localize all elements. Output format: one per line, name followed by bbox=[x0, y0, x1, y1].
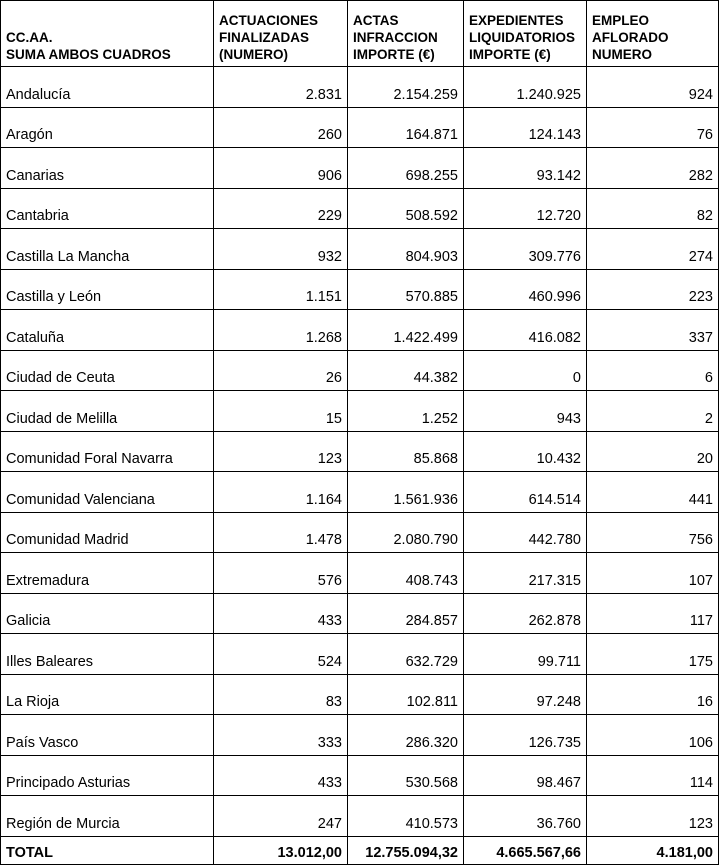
table-row bbox=[1, 391, 719, 432]
value-cell: 223 bbox=[587, 269, 719, 310]
column-header-line: EXPEDIENTES bbox=[469, 13, 564, 28]
region-cell: Comunidad Valenciana bbox=[1, 472, 214, 513]
value-cell: 416.082 bbox=[464, 310, 587, 351]
value-cell: 93.142 bbox=[464, 148, 587, 189]
value-cell: 943 bbox=[464, 391, 587, 432]
value-cell: 1.422.499 bbox=[348, 310, 464, 351]
table-body bbox=[1, 67, 719, 837]
region-cell: Comunidad Foral Navarra bbox=[1, 431, 214, 472]
table-row bbox=[1, 593, 719, 634]
table-row bbox=[1, 269, 719, 310]
column-header-line: NUMERO bbox=[592, 47, 652, 62]
column-header-line: ACTAS bbox=[353, 13, 399, 28]
value-cell: 284.857 bbox=[348, 593, 464, 634]
value-cell: 286.320 bbox=[348, 715, 464, 756]
value-cell: 98.467 bbox=[464, 755, 587, 796]
value-cell: 85.868 bbox=[348, 431, 464, 472]
region-cell: Extremadura bbox=[1, 553, 214, 594]
value-cell: 524 bbox=[214, 634, 348, 675]
value-cell: 282 bbox=[587, 148, 719, 189]
value-cell: 1.252 bbox=[348, 391, 464, 432]
value-cell: 932 bbox=[214, 229, 348, 270]
column-header-line: CC.AA. bbox=[6, 30, 53, 45]
region-cell: Comunidad Madrid bbox=[1, 512, 214, 553]
region-cell: Illes Baleares bbox=[1, 634, 214, 675]
value-cell: 114 bbox=[587, 755, 719, 796]
column-header-line: ACTUACIONES bbox=[219, 13, 319, 28]
value-cell: 576 bbox=[214, 553, 348, 594]
value-cell: 442.780 bbox=[464, 512, 587, 553]
region-cell: Galicia bbox=[1, 593, 214, 634]
value-cell: 217.315 bbox=[464, 553, 587, 594]
value-cell: 247 bbox=[214, 796, 348, 837]
region-cell: Región de Murcia bbox=[1, 796, 214, 837]
value-cell: 441 bbox=[587, 472, 719, 513]
column-header-line: INFRACCION bbox=[353, 30, 438, 45]
value-cell: 83 bbox=[214, 674, 348, 715]
value-cell: 260 bbox=[214, 107, 348, 148]
value-cell: 570.885 bbox=[348, 269, 464, 310]
region-cell: Andalucía bbox=[1, 67, 214, 108]
value-cell: 804.903 bbox=[348, 229, 464, 270]
table-row bbox=[1, 472, 719, 513]
value-cell: 408.743 bbox=[348, 553, 464, 594]
value-cell: 175 bbox=[587, 634, 719, 675]
table-row bbox=[1, 188, 719, 229]
value-cell: 1.151 bbox=[214, 269, 348, 310]
region-cell: Ciudad de Melilla bbox=[1, 391, 214, 432]
value-cell: 97.248 bbox=[464, 674, 587, 715]
total-value: 4.181,00 bbox=[587, 836, 719, 864]
value-cell: 756 bbox=[587, 512, 719, 553]
value-cell: 0 bbox=[464, 350, 587, 391]
value-cell: 12.720 bbox=[464, 188, 587, 229]
value-cell: 906 bbox=[214, 148, 348, 189]
value-cell: 333 bbox=[214, 715, 348, 756]
value-cell: 26 bbox=[214, 350, 348, 391]
table-row bbox=[1, 634, 719, 675]
total-value: 13.012,00 bbox=[214, 836, 348, 864]
column-header-line: IMPORTE (€) bbox=[469, 47, 551, 62]
value-cell: 36.760 bbox=[464, 796, 587, 837]
value-cell: 123 bbox=[587, 796, 719, 837]
value-cell: 2.154.259 bbox=[348, 67, 464, 108]
value-cell: 82 bbox=[587, 188, 719, 229]
total-row bbox=[1, 836, 719, 864]
region-cell: Castilla La Mancha bbox=[1, 229, 214, 270]
column-header-line: FINALIZADAS bbox=[219, 30, 309, 45]
value-cell: 102.811 bbox=[348, 674, 464, 715]
value-cell: 530.568 bbox=[348, 755, 464, 796]
value-cell: 106 bbox=[587, 715, 719, 756]
region-cell: Principado Asturias bbox=[1, 755, 214, 796]
region-cell: Canarias bbox=[1, 148, 214, 189]
column-header-line: EMPLEO bbox=[592, 13, 650, 28]
region-cell: Aragón bbox=[1, 107, 214, 148]
column-header bbox=[348, 1, 464, 67]
value-cell: 1.164 bbox=[214, 472, 348, 513]
value-cell: 508.592 bbox=[348, 188, 464, 229]
value-cell: 924 bbox=[587, 67, 719, 108]
value-cell: 309.776 bbox=[464, 229, 587, 270]
table-row bbox=[1, 755, 719, 796]
table-row bbox=[1, 512, 719, 553]
region-cell: Cataluña bbox=[1, 310, 214, 351]
region-cell: Cantabria bbox=[1, 188, 214, 229]
column-header-line: IMPORTE (€) bbox=[353, 47, 435, 62]
table-row bbox=[1, 148, 719, 189]
table-row bbox=[1, 229, 719, 270]
table-row bbox=[1, 796, 719, 837]
value-cell: 123 bbox=[214, 431, 348, 472]
table-row bbox=[1, 350, 719, 391]
value-cell: 2 bbox=[587, 391, 719, 432]
value-cell: 44.382 bbox=[348, 350, 464, 391]
value-cell: 2.080.790 bbox=[348, 512, 464, 553]
table-row bbox=[1, 107, 719, 148]
value-cell: 124.143 bbox=[464, 107, 587, 148]
value-cell: 433 bbox=[214, 755, 348, 796]
value-cell: 2.831 bbox=[214, 67, 348, 108]
value-cell: 229 bbox=[214, 188, 348, 229]
value-cell: 99.711 bbox=[464, 634, 587, 675]
region-cell: La Rioja bbox=[1, 674, 214, 715]
region-cell: Castilla y León bbox=[1, 269, 214, 310]
value-cell: 76 bbox=[587, 107, 719, 148]
value-cell: 698.255 bbox=[348, 148, 464, 189]
column-header-line: AFLORADO bbox=[592, 30, 669, 45]
value-cell: 20 bbox=[587, 431, 719, 472]
header-row bbox=[1, 1, 719, 67]
total-value: 12.755.094,32 bbox=[348, 836, 464, 864]
value-cell: 337 bbox=[587, 310, 719, 351]
value-cell: 126.735 bbox=[464, 715, 587, 756]
value-cell: 1.268 bbox=[214, 310, 348, 351]
column-header bbox=[214, 1, 348, 67]
table-row bbox=[1, 553, 719, 594]
value-cell: 1.240.925 bbox=[464, 67, 587, 108]
table-row bbox=[1, 67, 719, 108]
column-header bbox=[1, 1, 214, 67]
value-cell: 10.432 bbox=[464, 431, 587, 472]
value-cell: 107 bbox=[587, 553, 719, 594]
value-cell: 460.996 bbox=[464, 269, 587, 310]
table-row bbox=[1, 674, 719, 715]
value-cell: 164.871 bbox=[348, 107, 464, 148]
value-cell: 1.478 bbox=[214, 512, 348, 553]
value-cell: 614.514 bbox=[464, 472, 587, 513]
value-cell: 274 bbox=[587, 229, 719, 270]
table-row bbox=[1, 715, 719, 756]
table-row bbox=[1, 310, 719, 351]
column-header-line: LIQUIDATORIOS bbox=[469, 30, 576, 45]
region-cell: Ciudad de Ceuta bbox=[1, 350, 214, 391]
value-cell: 16 bbox=[587, 674, 719, 715]
value-cell: 262.878 bbox=[464, 593, 587, 634]
value-cell: 6 bbox=[587, 350, 719, 391]
value-cell: 632.729 bbox=[348, 634, 464, 675]
column-header-line: SUMA AMBOS CUADROS bbox=[6, 47, 171, 62]
value-cell: 433 bbox=[214, 593, 348, 634]
column-header-line: (NUMERO) bbox=[219, 47, 288, 62]
region-cell: País Vasco bbox=[1, 715, 214, 756]
value-cell: 15 bbox=[214, 391, 348, 432]
value-cell: 410.573 bbox=[348, 796, 464, 837]
column-header bbox=[464, 1, 587, 67]
value-cell: 117 bbox=[587, 593, 719, 634]
value-cell: 1.561.936 bbox=[348, 472, 464, 513]
column-header bbox=[587, 1, 719, 67]
table-row bbox=[1, 431, 719, 472]
total-value: 4.665.567,66 bbox=[464, 836, 587, 864]
total-label: TOTAL bbox=[1, 836, 214, 864]
